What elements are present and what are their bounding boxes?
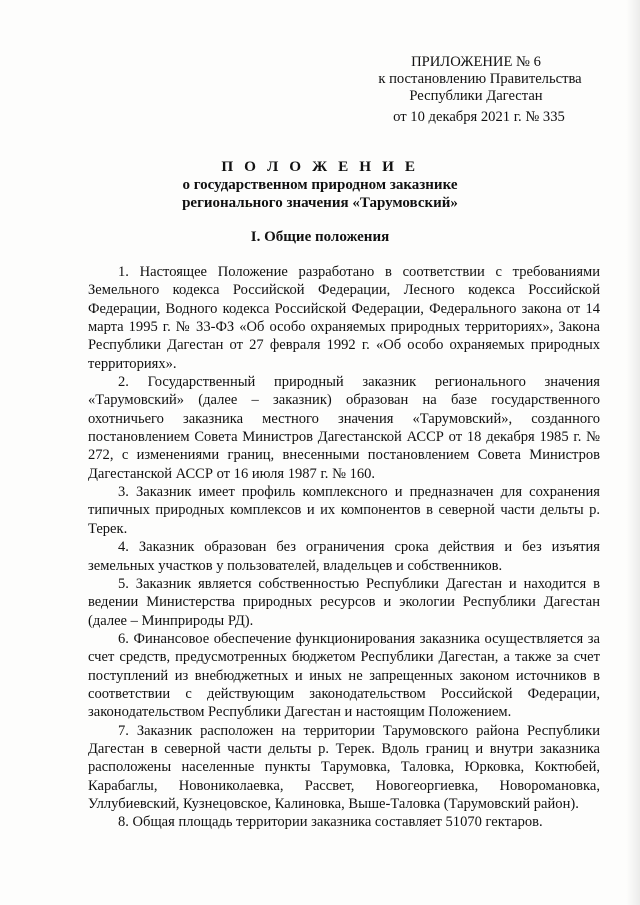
paragraph-4: 4. Заказник образован без ограничения срока действия и без изъятия земельных участков у пользователей, владельцев и собственников. bbox=[88, 539, 600, 574]
document-subtitle-line-1: о государственном природном заказнике bbox=[182, 177, 458, 193]
paragraph-3: 3. Заказник имеет профиль комплексного и предназначен для сохранения типичных природных комплексов и их компонентов в северной части дельты р. Терек. bbox=[88, 484, 600, 537]
attachment-number: ПРИЛОЖЕНИЕ № 6 bbox=[411, 54, 541, 70]
document-heading: П О Л О Ж Е Н И Е bbox=[221, 158, 419, 175]
paragraph-2: 2. Государственный природный заказник регионального значения «Тарумовский» (далее – заказник) образован на базе государственного охотничьего заказника местного значения «Тарумовский», созданного постановлением Совета Министров Дагестанской АССР от 18 декабря 1985 г. № 272, с изменениями границ, внесенными постановлением Совета Министров Дагестанской АССР от 16 июля 1987 г. № 160. bbox=[88, 374, 600, 482]
body-text bbox=[88, 263, 600, 832]
attachment-reference: к постановлению Правительства bbox=[378, 71, 582, 87]
paragraph-5: 5. Заказник является собственностью Республики Дагестан и находится в ведении Министерства природных ресурсов и экологии Республики Дагестан (далее – Минприроды РД). bbox=[88, 575, 600, 629]
section-title: I. Общие положения bbox=[250, 229, 390, 245]
paragraph-6: 6. Финансовое обеспечение функционирования заказника осуществляется за счет средств, предусмотренных бюджетом Республики Дагестан, а также за счет поступлений из внебюджетных и иных не запрещенных законом источников в соответствии с действующим законодательством Российской Федерации, законодательством Республики Дагестан и настоящим Положением. bbox=[88, 630, 600, 721]
attachment-authority: Республики Дагестан bbox=[409, 88, 543, 104]
paragraph-8: 8. Общая площадь территории заказника составляет 51070 гектаров. bbox=[118, 814, 543, 831]
paragraph-7: 7. Заказник расположен на территории Тарумовского района Республики Дагестан в северной части дельты р. Терек. Вдоль границ и внутри заказника расположены населенные пункты Тарумовка, Таловка, Юрковка, Коктюбей, Карабаглы, Новониколаевка, Рассвет, Новогеоргиевка, Новоромановка, Уллубиевский, Кузнецовское, Калиновка, Выше-Таловка (Тарумовский район). bbox=[88, 722, 600, 812]
scan-edge bbox=[626, 0, 640, 905]
paragraph-1: 1. Настоящее Положение разработано в соответствии с требованиями Земельного кодекса Российской Федерации, Лесного кодекса Российской Федерации, Водного кодекса Российской Федерации, Федерального закона от 14 марта 1995 г. № 33-ФЗ «Об особо охраняемых природных территориях», Закона Республики Дагестан от 27 февраля 1992 г. «Об особо охраняемых природных территориях». bbox=[88, 264, 600, 372]
attachment-date: от 10 декабря 2021 г. № 335 bbox=[393, 109, 565, 125]
document-subtitle-line-2: регионального значения «Тарумовский» bbox=[182, 195, 458, 211]
